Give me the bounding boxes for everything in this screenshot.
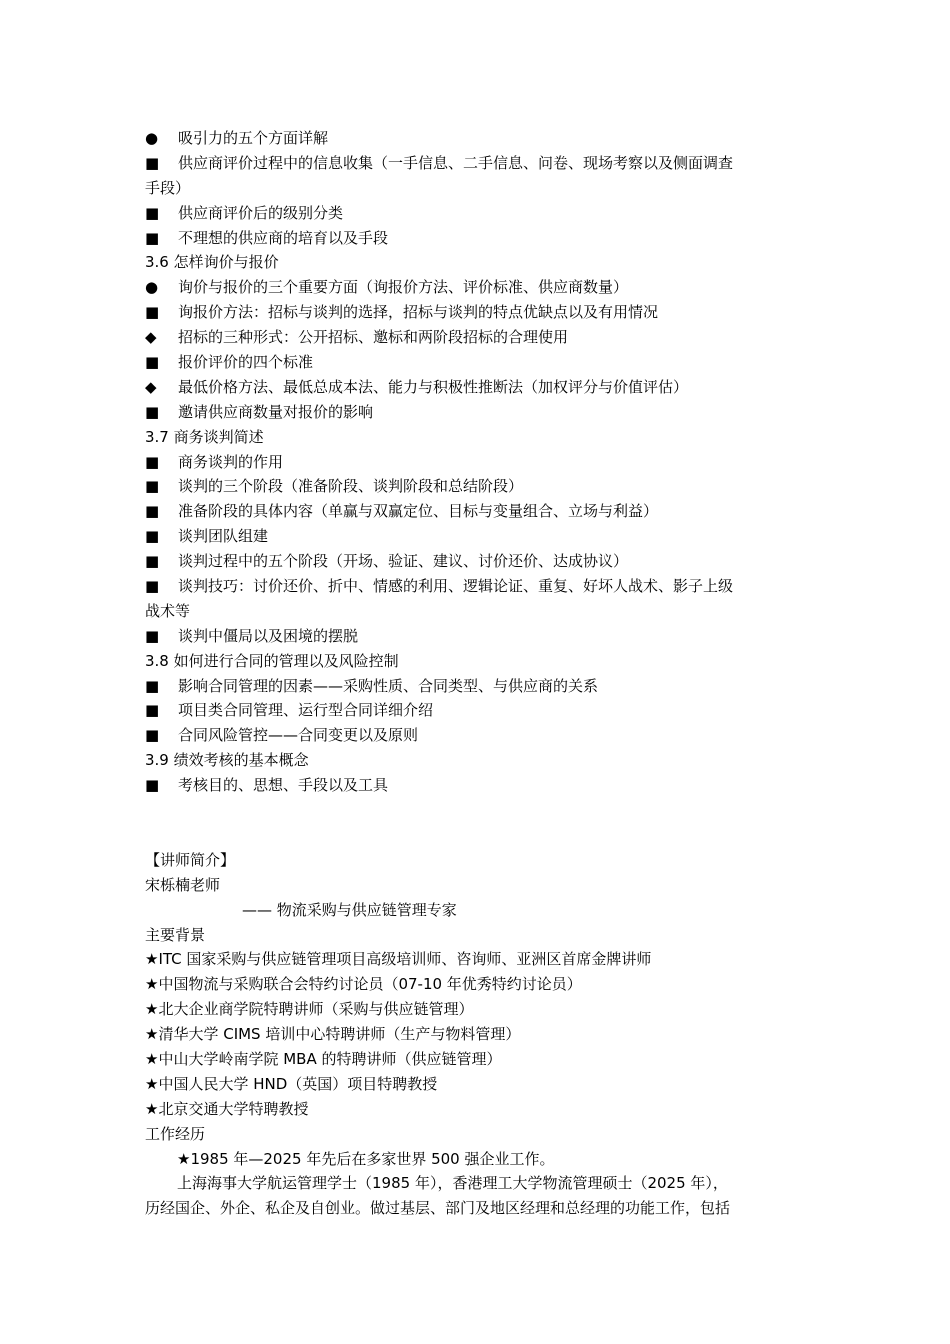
bullet-icon: ■ bbox=[145, 552, 160, 571]
bullet-icon: ● bbox=[145, 129, 159, 147]
work-title: 工作经历 bbox=[145, 1124, 206, 1143]
outline-item bbox=[145, 151, 805, 176]
outline-item bbox=[145, 474, 805, 499]
outline-item bbox=[145, 201, 805, 226]
lecturer-name: 宋栎楠老师 bbox=[145, 875, 221, 894]
outline-item bbox=[145, 524, 805, 549]
outline-item bbox=[145, 723, 805, 748]
outline-item-text: 合同风险管控——合同变更以及原则 bbox=[178, 726, 419, 745]
outline-item bbox=[145, 674, 805, 699]
work-paragraph-line: 上海海事大学航运管理学士（1985 年），香港理工大学物流管理硕士（2025 年）， bbox=[177, 1174, 728, 1193]
background-item: ★ITC 国家采购与供应链管理项目高级培训师、咨询师、亚洲区首席金牌讲师 bbox=[145, 950, 652, 969]
outline-item-text: 准备阶段的具体内容（单赢与双赢定位、目标与变量组合、立场与利益） bbox=[178, 502, 659, 521]
outline-item-text: 询价与报价的三个重要方面（询报价方法、评价标准、供应商数量） bbox=[178, 278, 629, 297]
bullet-icon: ■ bbox=[145, 701, 160, 720]
bullet-icon: ■ bbox=[145, 228, 160, 247]
outline-item-text: 最低价格方法、最低总成本法、能力与积极性推断法（加权评分与价值评估） bbox=[178, 377, 689, 396]
background-item: ★清华大学 CIMS 培训中心特聘讲师（生产与物料管理） bbox=[145, 1025, 521, 1044]
outline-item bbox=[145, 300, 805, 325]
outline-item bbox=[145, 499, 805, 524]
work-paragraph-line: 历经国企、外企、私企及自创业。做过基层、部门及地区经理和总经理的功能工作，包括 bbox=[145, 1199, 731, 1218]
outline-item bbox=[145, 325, 805, 350]
outline-item-text: 吸引力的五个方面详解 bbox=[178, 129, 329, 147]
outline-item-text: 供应商评价过程中的信息收集（一手信息、二手信息、问卷、现场考察以及侧面调查 bbox=[178, 153, 734, 172]
outline-item bbox=[145, 375, 805, 400]
outline-item-text: 邀请供应商数量对报价的影响 bbox=[178, 402, 374, 421]
section-heading: 3.8 如何进行合同的管理以及风险控制 bbox=[145, 651, 399, 670]
outline-item-text: 谈判的三个阶段（准备阶段、谈判阶段和总结阶段） bbox=[178, 477, 524, 496]
lecturer-section-title: 【讲师简介】 bbox=[145, 850, 236, 869]
outline-item bbox=[145, 275, 805, 300]
bullet-icon: ■ bbox=[145, 452, 160, 471]
outline-item bbox=[145, 574, 805, 599]
section-heading: 3.9 绩效考核的基本概念 bbox=[145, 751, 309, 770]
outline-item bbox=[145, 126, 805, 151]
background-item: ★北京交通大学特聘教授 bbox=[145, 1099, 309, 1118]
bullet-icon: ■ bbox=[145, 303, 160, 322]
section-heading: 3.7 商务谈判简述 bbox=[145, 427, 264, 446]
outline-item-text: 影响合同管理的因素——采购性质、合同类型、与供应商的关系 bbox=[178, 676, 599, 695]
outline-item-text: 项目类合同管理、运行型合同详细介绍 bbox=[178, 701, 434, 720]
background-title: 主要背景 bbox=[145, 925, 206, 944]
lecturer-tagline: —— 物流采购与供应链管理专家 bbox=[242, 900, 457, 919]
outline-item-text: 商务谈判的作用 bbox=[178, 452, 284, 471]
bullet-icon: ■ bbox=[145, 477, 160, 496]
outline-item bbox=[145, 350, 805, 375]
background-item: ★中国人民大学 HND（英国）项目特聘教授 bbox=[145, 1074, 438, 1093]
outline-item bbox=[145, 549, 805, 574]
bullet-icon: ■ bbox=[145, 577, 160, 596]
bullet-icon: ■ bbox=[145, 502, 160, 521]
bullet-icon: ■ bbox=[145, 676, 160, 695]
work-line: ★1985 年—2025 年先后在多家世界 500 强企业工作。 bbox=[177, 1149, 555, 1168]
section-heading: 3.6 怎样询价与报价 bbox=[145, 253, 279, 272]
background-item: ★北大企业商学院特聘讲师（采购与供应链管理） bbox=[145, 1000, 474, 1019]
outline-item-text: 询报价方法：招标与谈判的选择，招标与谈判的特点优缺点以及有用情况 bbox=[178, 303, 659, 322]
outline-item-text: 不理想的供应商的培育以及手段 bbox=[178, 228, 389, 247]
outline-item bbox=[145, 698, 805, 723]
outline-item bbox=[145, 226, 805, 251]
bullet-icon: ■ bbox=[145, 776, 160, 795]
outline-item bbox=[145, 400, 805, 425]
document-content bbox=[145, 126, 805, 1221]
outline-item bbox=[145, 624, 805, 649]
bullet-icon: ■ bbox=[145, 626, 160, 645]
background-item: ★中山大学岭南学院 MBA 的特聘讲师（供应链管理） bbox=[145, 1049, 502, 1068]
bullet-icon: ● bbox=[145, 278, 159, 297]
bullet-icon: ■ bbox=[145, 203, 160, 222]
bullet-icon: ◆ bbox=[145, 328, 157, 347]
outline-item bbox=[145, 773, 805, 798]
outline-item-text: 谈判技巧：讨价还价、折中、情感的利用、逻辑论证、重复、好坏人战术、影子上级 bbox=[178, 577, 734, 596]
outline-item-text: 谈判过程中的五个阶段（开场、验证、建议、讨价还价、达成协议） bbox=[178, 552, 629, 571]
outline-item-text: 谈判团队组建 bbox=[178, 527, 269, 546]
bullet-icon: ■ bbox=[145, 527, 160, 546]
outline-item-text: 供应商评价后的级别分类 bbox=[178, 203, 344, 222]
outline-item bbox=[145, 450, 805, 475]
bullet-icon: ■ bbox=[145, 153, 160, 172]
outline-item-text: 报价评价的四个标准 bbox=[178, 353, 314, 372]
outline-item-continuation: 手段） bbox=[145, 178, 191, 197]
bullet-icon: ■ bbox=[145, 726, 160, 745]
course-outline bbox=[145, 126, 805, 798]
bullet-icon: ■ bbox=[145, 353, 160, 372]
outline-item-text: 招标的三种形式：公开招标、邀标和两阶段招标的合理使用 bbox=[178, 328, 569, 347]
outline-item-continuation: 战术等 bbox=[145, 601, 191, 620]
bullet-icon: ■ bbox=[145, 402, 160, 421]
outline-item-text: 谈判中僵局以及困境的摆脱 bbox=[178, 626, 359, 645]
bullet-icon: ◆ bbox=[145, 377, 157, 396]
background-item: ★中国物流与采购联合会特约讨论员（07-10 年优秀特约讨论员） bbox=[145, 975, 582, 994]
outline-item-text: 考核目的、思想、手段以及工具 bbox=[178, 776, 389, 795]
section-gap bbox=[145, 798, 805, 848]
lecturer-section bbox=[145, 848, 805, 1221]
